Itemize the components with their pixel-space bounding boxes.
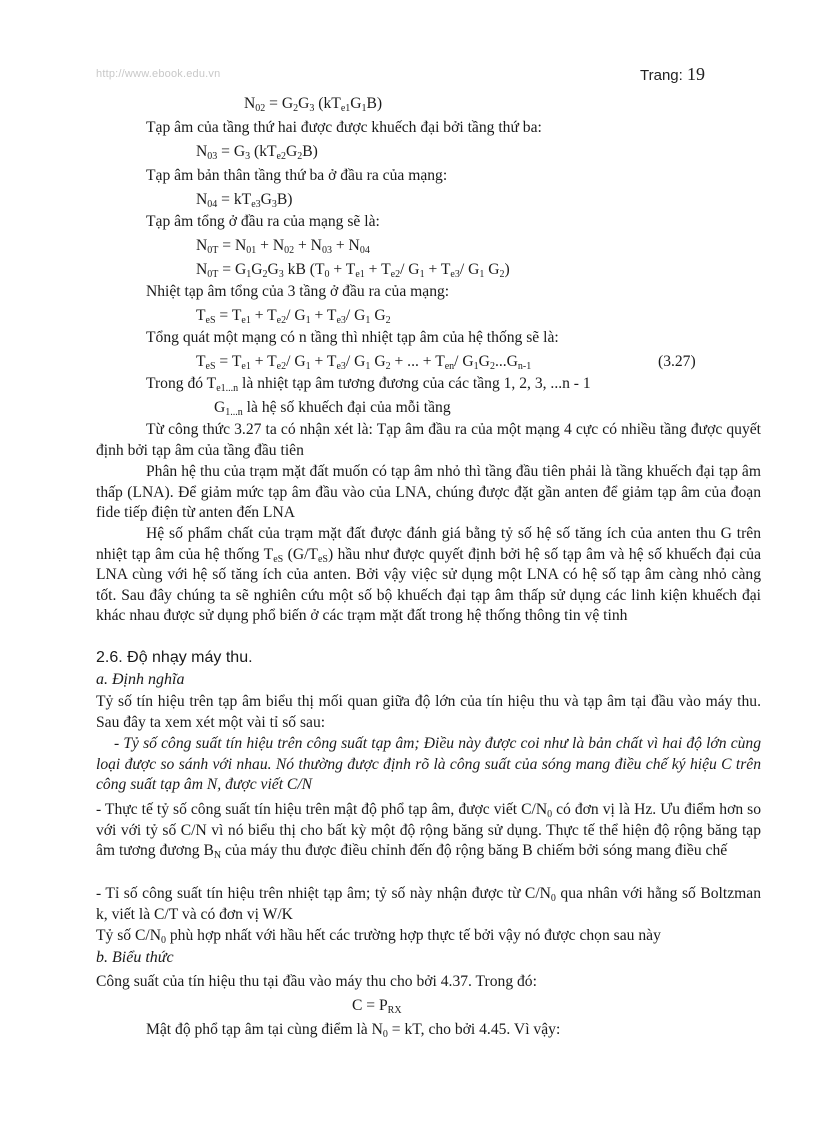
equation-c: $C = P_{RX}$	[352, 997, 402, 1016]
equation-n02: $N_{02} = G_2G_3$ $(kT_{e1}G_1B)$	[244, 95, 383, 114]
paragraph: Phân hệ thu của trạm mặt đất muốn có tạp âm nhỏ thì tầng đầu tiên phải là tầng khuếch đại tạp âm thấp (LNA). Để giảm mức tạp âm đầu vào của LNA, chúng được đặt gần anten để giảm tạp âm của đoạn fide tiếp điện từ anten đến LNA	[96, 463, 761, 522]
paragraph: Tỷ số $C/N_0$ phù hợp nhất với hầu hết các trường hợp thực tế bởi vậy nó được chọn sau này	[96, 927, 661, 946]
subsection-heading: b. Biểu thức	[96, 949, 174, 966]
equation-n0t-expanded: $N_{0T} = G_1G_2G_3$ kB ($T_0 + T_{e1} + T_{e2}/$ $G_1 + T_{e3}/$ $G_1$ $G_2$)	[196, 261, 510, 280]
text-line: Trong đó $T_{e1...n}$ là nhiệt tạp âm tương đương của các tầng 1, 2, 3, ...n - 1	[146, 375, 591, 394]
equation-tes-n-stage: $T_{eS} = T_{e1} + T_{e2}/$ $G_1 + T_{e3}/$ $G_1$ $G_2$ + ... + $T_{en}/$ $G_1G_2...G_{n-1}$	[196, 353, 532, 372]
paragraph: - Tỷ số công suất tín hiệu trên công suất tạp âm; Điều này được coi như là bản chất vì hai độ lớn cùng loại được so sánh với nhau. Nó thường được định rõ là công suất của sóng mang điều chế ký hiệu C trên công suất tạp âm N, được viết C/N	[96, 735, 761, 794]
text-line: $G_{1...n}$ là hệ số khuếch đại của mỗi tầng	[214, 399, 451, 418]
text-line: Nhiệt tạp âm tổng của 3 tầng ở đầu ra của mạng:	[146, 283, 450, 300]
text-line: Mật độ phổ tạp âm tại cùng điểm là $N_0$ = kT, cho bởi 4.45. Vì vậy:	[146, 1021, 561, 1040]
paragraph: - Thực tế tỷ số công suất tín hiệu trên mật độ phổ tạp âm, được viết $C/N_0$ có đơn vị là Hz. Ưu điểm hơn so với với tỷ số C/N vì nó biểu thị cho bất kỳ một độ rộng băng sử dụng. Thực tế thể hiện độ rộng băng tạp âm tương đương $B_N$ của máy thu được điều chỉnh đến độ rộng băng B chiếm bởi sóng mang điều chế	[96, 801, 761, 862]
text-line: Tổng quát một mạng có n tầng thì nhiệt tạp âm của hệ thống sẽ là:	[146, 329, 559, 346]
equation-number: (3.27)	[658, 353, 696, 370]
page-number	[640, 64, 705, 85]
equation-n04: $N_{04} = kT_{e3}G_3B$)	[196, 191, 293, 210]
equation-n03: $N_{03} = G_3$ $(kT_{e2}G_2B)$	[196, 143, 318, 162]
text-line: Công suất của tín hiệu thu tại đầu vào máy thu cho bởi 4.37. Trong đó:	[96, 973, 537, 990]
equation-tes-3-stage: $T_{eS} = T_{e1} + T_{e2}/$ $G_1 + T_{e3}/$ $G_1$ $G_2$	[196, 307, 391, 326]
section-heading: 2.6. Độ nhạy máy thu.	[96, 649, 253, 666]
paragraph: Từ công thức 3.27 ta có nhận xét là: Tạp âm đầu ra của một mạng 4 cực có nhiều tầng được quyết định bởi tạp âm của tầng đầu tiên	[96, 421, 761, 459]
paragraph: Hệ số phẩm chất của trạm mặt đất được đánh giá bằng tỷ số hệ số tăng ích của anten thu G trên nhiệt tạp âm của hệ thống $T_{eS}$ $(G/T_{eS})$ hầu như được quyết định bởi hệ số tạp âm và hệ số khuếch đại của LNA cùng với hệ số tăng ích của anten. Bởi vậy việc sử dụng một LNA có hệ số tạp âm càng nhỏ càng tốt. Sau đây chúng ta sẽ nghiên cứu một số bộ khuếch đại tạp âm thấp sử dụng các linh kiện khuếch đại khác nhau được sử dụng phổ biến ở các trạm mặt đất trong hệ thống thông tin vệ tinh	[96, 525, 761, 625]
subsection-heading: a. Định nghĩa	[96, 671, 185, 688]
watermark: http://www.ebook.edu.vn	[96, 68, 221, 80]
text-line: Tạp âm bản thân tầng thứ ba ở đầu ra của mạng:	[146, 167, 448, 184]
paragraph: Tỷ số tín hiệu trên tạp âm biểu thị mối quan giữa độ lớn của tín hiệu thu và tạp âm tại đầu vào máy thu. Sau đây ta xem xét một vài tỉ số sau:	[96, 693, 761, 731]
equation-n0t-sum: $N_{0T} = N_{01} + N_{02} + N_{03} + N_{04}$	[196, 237, 370, 256]
paragraph: - Tỉ số công suất tín hiệu trên nhiệt tạp âm; tỷ số này nhận được từ $C/N_0$ qua nhân với hằng số Boltzman k, viết là C/T và có đơn vị W/K	[96, 885, 761, 923]
page-label: Trang:	[640, 67, 687, 84]
page-number-value: 19	[686, 64, 705, 84]
text-line: Tạp âm tổng ở đầu ra của mạng sẽ là:	[146, 213, 380, 230]
text-line: Tạp âm của tầng thứ hai được được khuếch đại bởi tầng thứ ba:	[146, 119, 542, 136]
